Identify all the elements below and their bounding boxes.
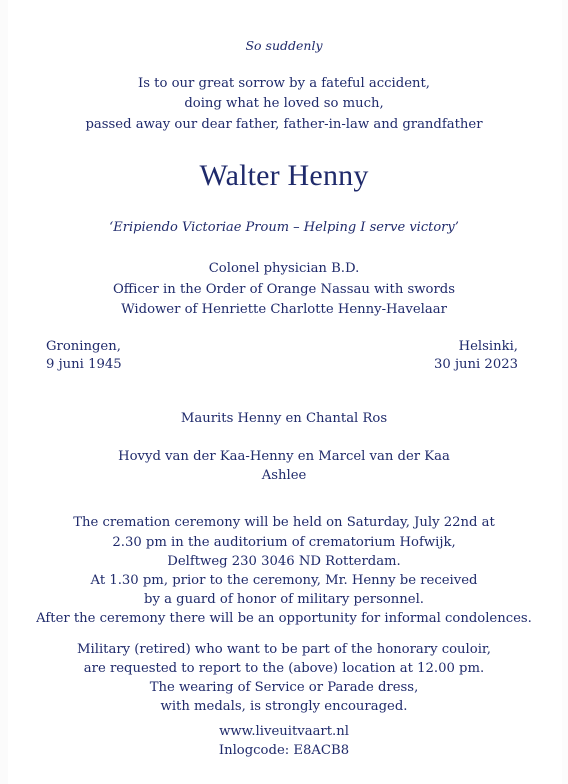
intro-text: So suddenly	[245, 38, 323, 53]
birth-place: Groningen,	[46, 339, 121, 354]
announcement-line-1: Is to our great sorrow by a fateful accident,	[137, 76, 431, 91]
family-line-3: Ashlee	[261, 468, 307, 483]
military-line-4: with medals, is strongly encouraged.	[160, 699, 408, 714]
family-line-1: Maurits Henny en Chantal Ros	[180, 411, 388, 426]
announcement-line-3: passed away our dear father, father-in-law and grandfather	[85, 117, 483, 132]
family-line-2: Hovyd van der Kaa-Henny en Marcel van der Kaa	[118, 449, 450, 464]
motto: ‘Eripiendo Victoriae Proum – Helping I serve victory’	[109, 220, 459, 235]
ceremony-line-3: Delftweg 230 3046 ND Rotterdam.	[167, 554, 401, 569]
military-line-2: are requested to report to the (above) location at 12.00 pm.	[83, 661, 485, 676]
ceremony-line-4: At 1.30 pm, prior to the ceremony, Mr. Henny be received	[90, 573, 478, 588]
title-line-3: Widower of Henriette Charlotte Henny-Havelaar	[121, 302, 447, 317]
title-line-2: Officer in the Order of Orange Nassau with swords	[112, 282, 456, 297]
death-block	[434, 338, 518, 374]
military-line-1: Military (retired) who want to be part of the honorary couloir,	[77, 642, 491, 657]
death-place: Helsinki,	[458, 339, 518, 354]
ceremony-line-1: The cremation ceremony will be held on Saturday, July 22nd at	[73, 515, 495, 530]
login-code: Inlogcode: E8ACB8	[218, 743, 350, 758]
military-line-3: The wearing of Service or Parade dress,	[149, 680, 419, 695]
ceremony-line-5: by a guard of honor of military personnel.	[144, 592, 424, 607]
ceremony-line-2: 2.30 pm in the auditorium of crematorium Hofwijk,	[112, 535, 456, 550]
deceased-name: Walter Henny	[199, 159, 369, 192]
death-date: 30 juni 2023	[433, 357, 518, 372]
birth-date: 9 juni 1945	[46, 357, 122, 372]
birth-block	[46, 338, 122, 374]
title-line-1: Colonel physician B.D.	[208, 261, 360, 276]
ceremony-line-6: After the ceremony there will be an opportunity for informal condolences.	[36, 611, 532, 626]
website-link[interactable]: www.liveuitvaart.nl	[219, 724, 349, 739]
announcement-line-2: doing what he loved so much,	[184, 96, 384, 111]
